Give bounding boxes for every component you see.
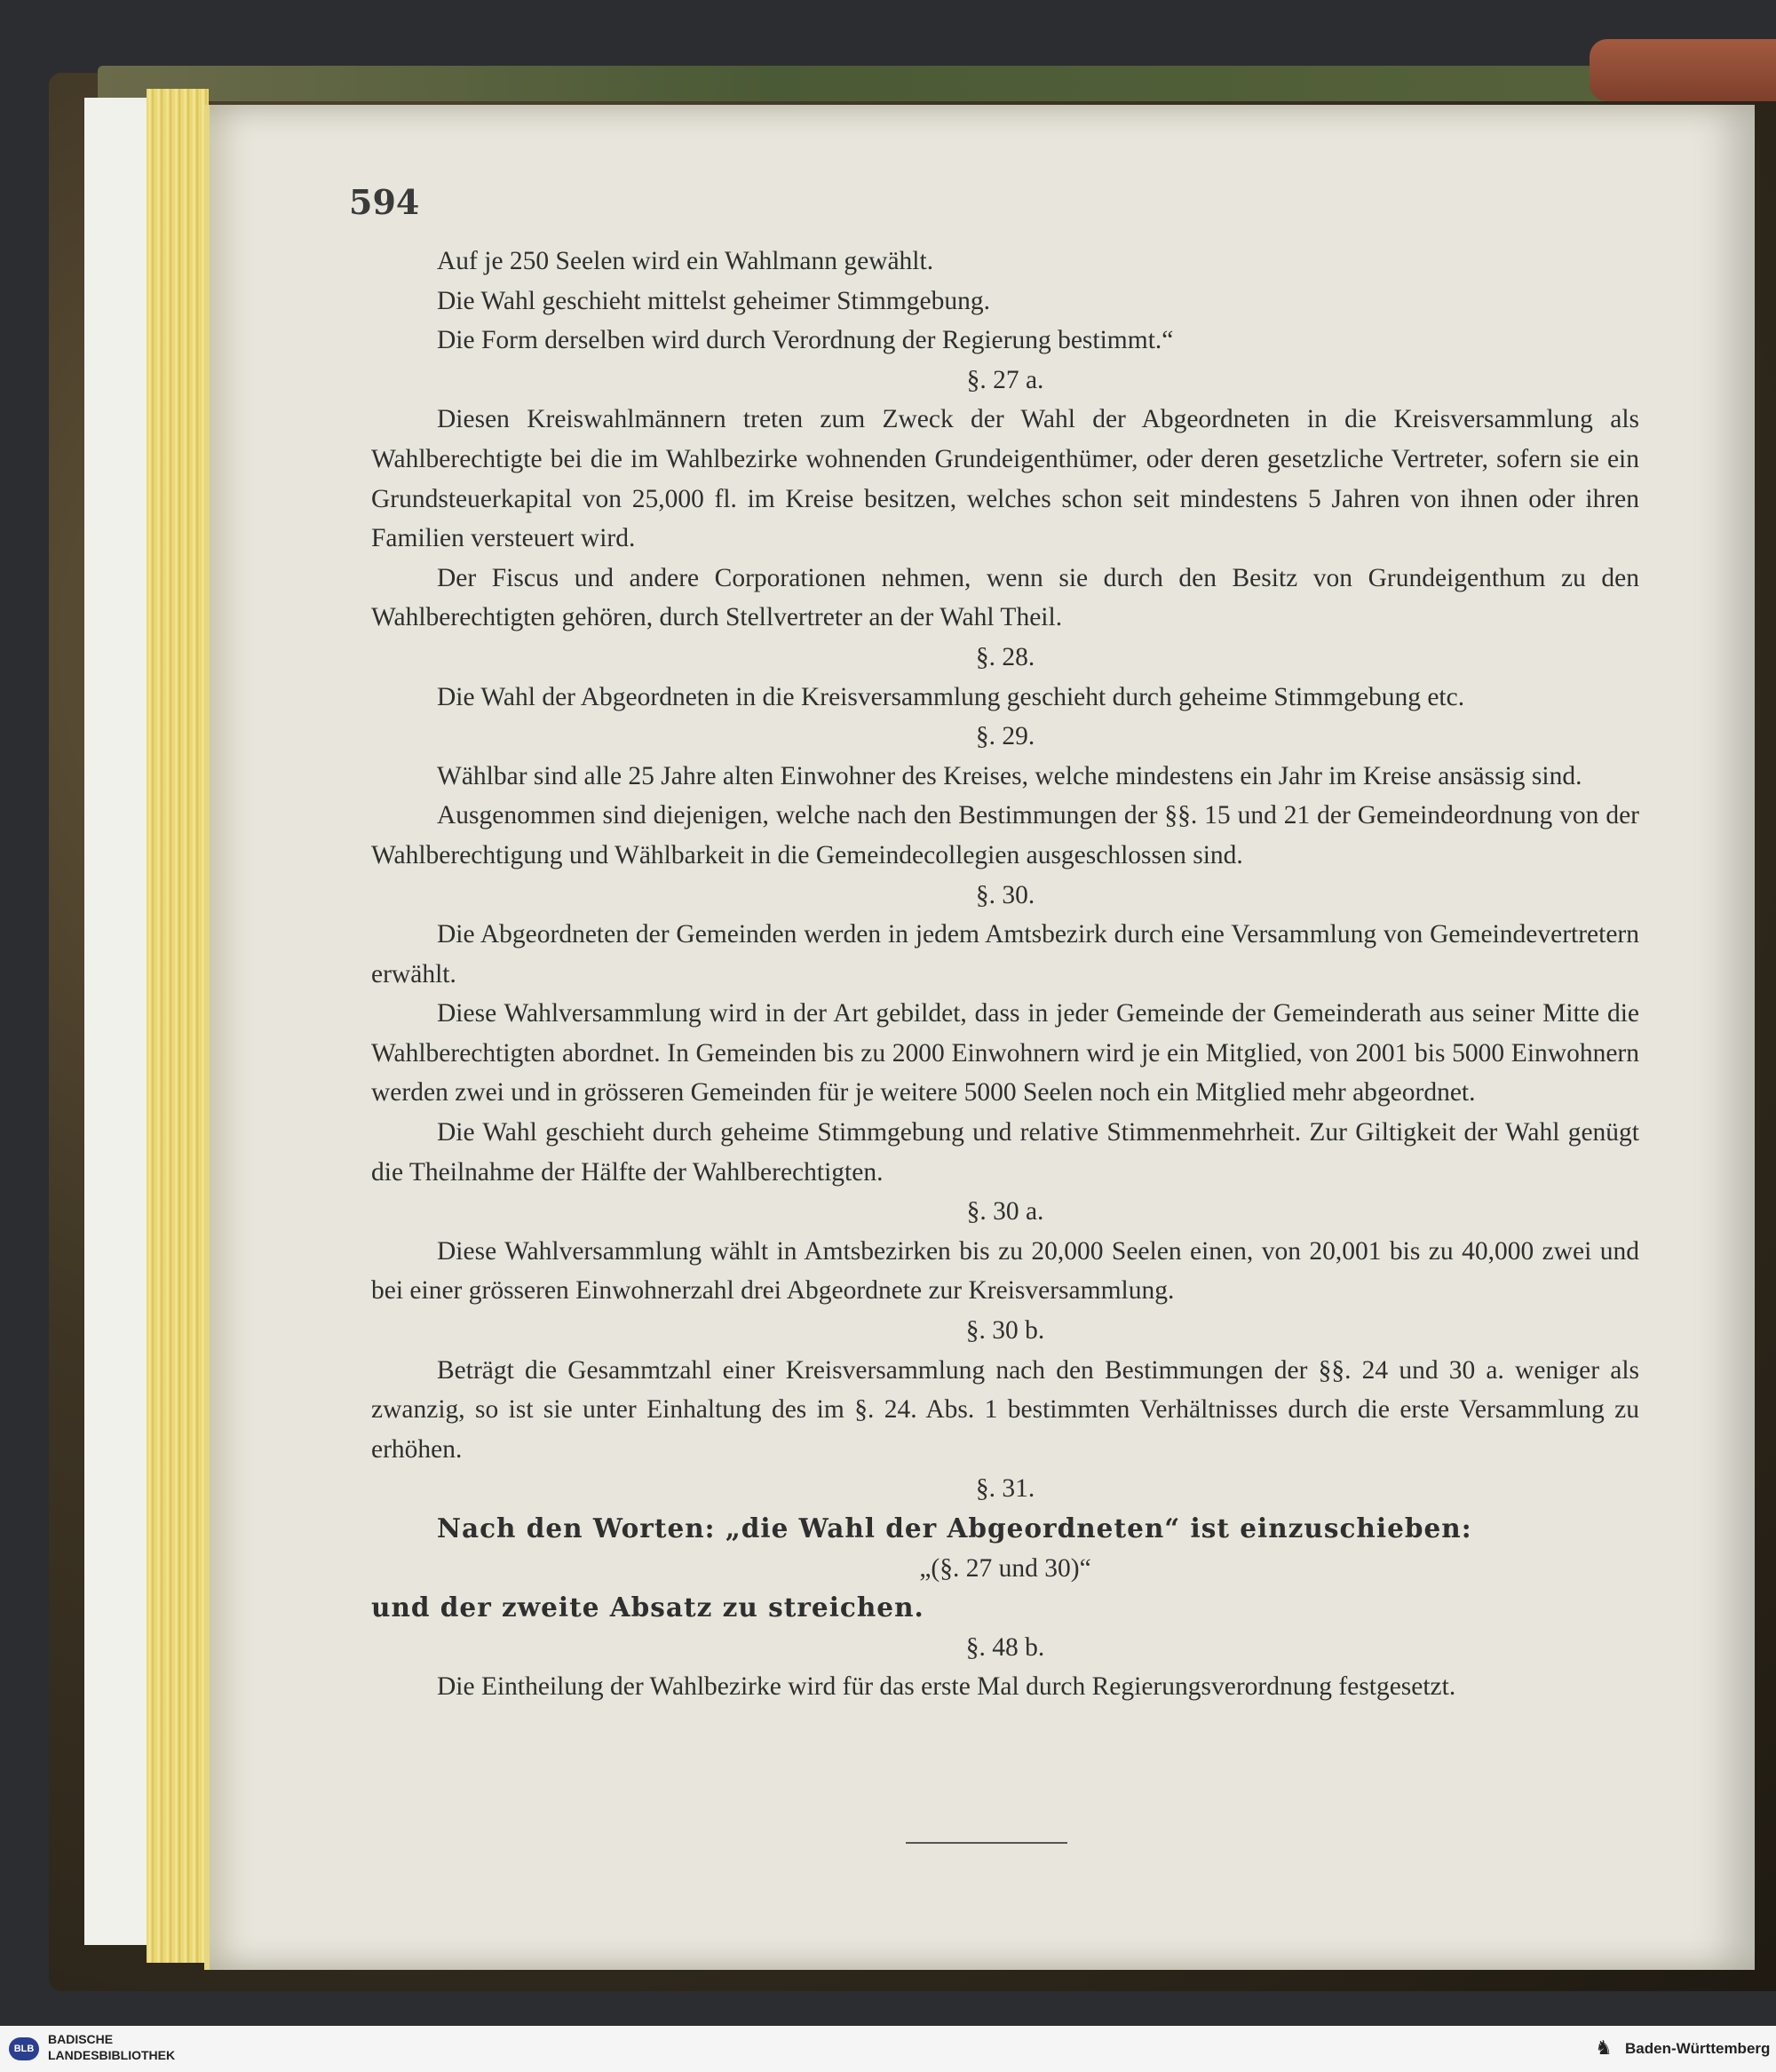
- body-paragraph: Wählbar sind alle 25 Jahre alten Einwohner des Kreises, welche mindestens ein Jahr im Kreise ansässig sind.: [437, 761, 1582, 790]
- section-heading: §. 31.: [975, 1474, 1035, 1504]
- book-cover-top-edge: [98, 66, 1776, 101]
- body-paragraph: Diese Wahlversammlung wird in der Art gebildet, dass in jeder Gemeinde der Gemeinderath aus seiner Mitte die Wahlberechtigten abordnet. In Gemeinden bis zu 2000 Einwohnern wird je ein Mitglied, von 2001 bis 5000 Einwohnern werden zwei und in grösseren Gemeinden für je weitere 5000 Seelen noch ein Mitglied mehr abgeordnet.: [371, 999, 1639, 1107]
- body-paragraph: Die Wahl geschieht mittelst geheimer Stimmgebung.: [437, 286, 991, 315]
- page-number: 594: [349, 182, 420, 222]
- section-heading: §. 29.: [975, 722, 1035, 751]
- section-heading: §. 30 a.: [966, 1197, 1044, 1227]
- blb-name-line2: LANDESBIBLIOTHEK: [48, 2048, 176, 2062]
- baden-wuerttemberg-crest-icon: ♞: [1595, 2037, 1613, 2060]
- body-paragraph: Beträgt die Gesammtzahl einer Kreisversammlung nach den Bestimmungen der §§. 24 und 30 a. weniger als zwanzig, so ist sie unter Einhaltung des im §. 24. Abs. 1 bestimmten Verhältnisses durch die erste Versammlung zu erhöhen.: [371, 1355, 1639, 1464]
- body-paragraph: Die Form derselben wird durch Verordnung der Regierung bestimmt.“: [437, 326, 1174, 355]
- body-paragraph: Diesen Kreiswahlmännern treten zum Zweck der Wahl der Abgeordneten in die Kreisversammlung als Wahlberechtigte bei die im Wahlbezirke wohnenden Grundeigenthümer, oder deren gesetzliche Vertreter, sofern sie ein Grundsteuerkapital von 25,000 fl. im Kreise besitzen, welches schon seit mindestens 5 Jahren von ihnen oder ihren Familien versteuert wird.: [371, 405, 1639, 553]
- body-paragraph: Die Wahl der Abgeordneten in die Kreisversammlung geschieht durch geheime Stimmgebung etc.: [437, 682, 1465, 711]
- closing-rule: [906, 1842, 1067, 1844]
- section-heading: §. 27 a.: [966, 365, 1044, 394]
- amendment-instruction: und der zweite Absatz zu streichen.: [371, 1592, 924, 1623]
- blb-name[interactable]: [48, 2031, 175, 2063]
- viewer-footer: [0, 2026, 1776, 2072]
- blb-name-line1: BADISCHE: [48, 2032, 114, 2046]
- section-heading: §. 30 b.: [965, 1316, 1045, 1346]
- page-edge-white: [84, 98, 155, 1945]
- blb-logo-icon[interactable]: BLB: [9, 2037, 39, 2060]
- amendment-instruction: Nach den Worten: „die Wahl der Abgeordneten“ ist einzuschieben:: [437, 1512, 1472, 1544]
- body-paragraph: Die Abgeordneten der Gemeinden werden in jedem Amtsbezirk durch eine Versammlung von Gemeindevertretern erwählt.: [371, 920, 1639, 988]
- inserted-text: „(§. 27 und 30)“: [919, 1553, 1091, 1583]
- body-paragraph: Ausgenommen sind diejenigen, welche nach den Bestimmungen der §§. 15 und 21 der Gemeindeordnung von der Wahlberechtigung und Wählbarkeit in die Gemeindecollegien ausgeschlossen sind.: [371, 801, 1639, 869]
- section-heading: §. 48 b.: [965, 1632, 1045, 1662]
- body-paragraph: Die Wahl geschieht durch geheime Stimmgebung und relative Stimmenmehrheit. Zur Giltigkeit der Wahl genügt die Theilnahme der Hälfte der Wahlberechtigten.: [371, 1118, 1639, 1187]
- section-heading: §. 30.: [975, 880, 1035, 909]
- body-paragraph: Diese Wahlversammlung wählt in Amtsbezirken bis zu 20,000 Seelen einen, von 20,001 bis zu 40,000 zwei und bei einer grösseren Einwohnerzahl drei Abgeordnete zur Kreisversammlung.: [371, 1236, 1639, 1306]
- baden-wuerttemberg-name[interactable]: Baden-Württemberg: [1625, 2040, 1771, 2057]
- body-paragraph: Die Eintheilung der Wahlbezirke wird für das erste Mal durch Regierungsverordnung festgesetzt.: [437, 1672, 1456, 1702]
- leather-strap: [1590, 39, 1776, 101]
- body-paragraph: Der Fiscus und andere Corporationen nehmen, wenn sie durch den Besitz von Grundeigenthum zu den Wahlberechtigten gehören, durch Stellvertreter an der Wahl Theil.: [371, 563, 1639, 632]
- page-edges-gilt: [147, 89, 209, 1963]
- page-text: [371, 242, 1639, 1707]
- section-heading: §. 28.: [975, 642, 1035, 671]
- body-paragraph: Auf je 250 Seelen wird ein Wahlmann gewählt.: [437, 247, 934, 275]
